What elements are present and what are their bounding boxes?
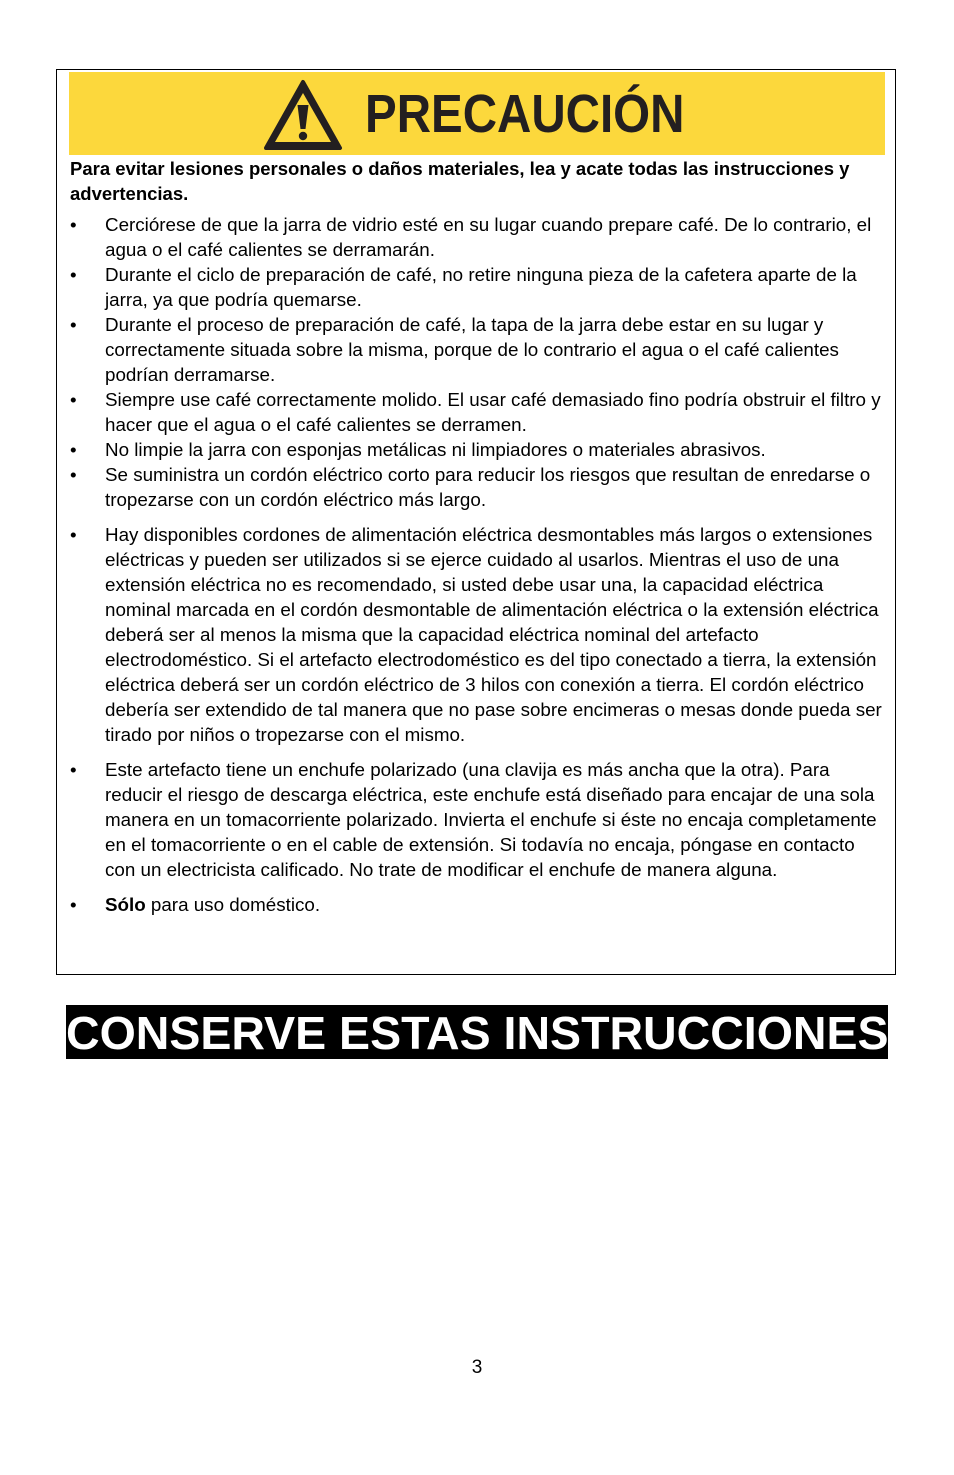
- save-instructions-banner: CONSERVE ESTAS INSTRUCCIONES: [66, 1007, 888, 1059]
- list-item: [70, 312, 888, 387]
- list-item-text: No limpie la jarra con esponjas metálicas ni limpiadores o materiales abrasivos.: [105, 439, 766, 460]
- caution-box: [56, 69, 896, 975]
- list-item-text: Hay disponibles cordones de alimentación eléctrica desmontables más largos o extensiones eléctricas y pueden ser utilizados si se ejerce cuidado al usarlos. Mientras el uso de una extensión eléctrica no es recomendado, si usted debe usar una, la capacidad eléctrica nominal marcada en el cordón desmontable de alimentación eléctrica o la extensión eléctrica deberá ser al menos la misma que la capacidad eléctrica nominal del artefacto electrodoméstico. Si el artefacto electrodoméstico es del tipo conectado a tierra, la extensión eléctrica deberá ser un cordón eléctrico de 3 hilos con conexión a tierra. El cordón eléctrico debería ser extendido de tal manera que no pase sobre encimeras o mesas donde pueda ser tirado por niños o tropezarse con el mismo.: [105, 524, 882, 745]
- emphasis-text: Sólo: [105, 894, 146, 915]
- list-item-text: Durante el proceso de preparación de café, la tapa de la jarra debe estar en su lugar y correctamente situada sobre la misma, porque de lo contrario el agua o el café calientes podrían derramarse.: [105, 314, 839, 385]
- bullet-icon: •: [70, 314, 77, 335]
- list-item-text: Este artefacto tiene un enchufe polarizado (una clavija es más ancha que la otra). Para reducir el riesgo de descarga eléctrica, este enchufe está diseñado para encajar de una sola manera en un tomacorriente polarizado. Invierta el enchufe si éste no encaja completamente en el tomacorriente o en el cable de extensión. Si todavía no encaja, póngase en contacto con un electricista calificado. No trate de modificar el enchufe de manera alguna.: [105, 759, 877, 880]
- bullet-icon: •: [70, 894, 77, 915]
- caution-banner: [69, 72, 885, 155]
- list-item-text: Durante el ciclo de preparación de café, no retire ninguna pieza de la cafetera aparte de la jarra, ya que podría quemarse.: [105, 264, 857, 310]
- caution-title: PRECAUCIÓN: [365, 84, 685, 144]
- bullet-icon: •: [70, 759, 77, 780]
- list-item: [70, 462, 888, 512]
- precaution-list: [70, 212, 888, 917]
- list-item: [70, 892, 888, 917]
- list-item: [70, 262, 888, 312]
- list-item-text: Siempre use café correctamente molido. El usar café demasiado fino podría obstruir el filtro y hacer que el agua o el café calientes se derramen.: [105, 389, 881, 435]
- list-item: [70, 522, 888, 747]
- list-item: [70, 757, 888, 882]
- intro-text: Para evitar lesiones personales o daños materiales, lea y acate todas las instrucciones y advertencias.: [70, 158, 850, 204]
- list-item-text: Cerciórese de que la jarra de vidrio esté en su lugar cuando prepare café. De lo contrario, el agua o el café calientes se derramarán.: [105, 214, 872, 260]
- bullet-icon: •: [70, 214, 77, 235]
- list-item: [70, 437, 888, 462]
- list-item: [70, 387, 888, 437]
- list-item-text: [105, 894, 320, 915]
- bullet-icon: •: [70, 464, 77, 485]
- warning-triangle-icon: [263, 79, 343, 151]
- bullet-icon: •: [70, 264, 77, 285]
- page-number: 3: [471, 1357, 483, 1378]
- bullet-icon: •: [70, 524, 77, 545]
- bullet-icon: •: [70, 389, 77, 410]
- list-item: [70, 212, 888, 262]
- list-item-rest-text: para uso doméstico.: [145, 894, 321, 915]
- bullet-icon: •: [70, 439, 77, 460]
- list-item-text: Se suministra un cordón eléctrico corto para reducir los riesgos que resultan de enredarse o tropezarse con un cordón eléctrico más largo.: [105, 464, 871, 510]
